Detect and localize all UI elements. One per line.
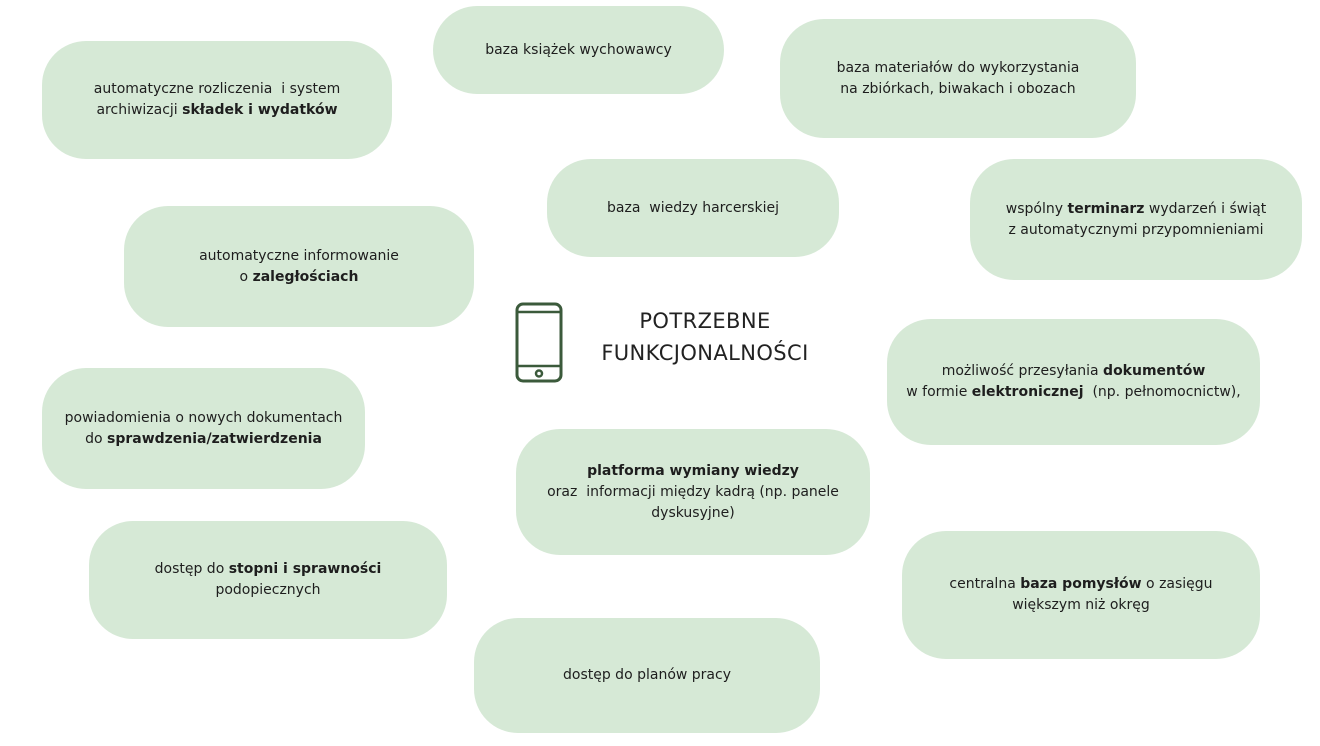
feature-text: wspólny (1005, 200, 1068, 217)
feature-text-bold: platforma wymiany wiedzy (587, 462, 799, 479)
feature-bubble-materialy (780, 19, 1136, 138)
feature-text-bold: zaległościach (252, 268, 359, 285)
feature-bubble-powiadomienia (42, 368, 365, 489)
feature-text-line (199, 246, 399, 267)
smartphone-icon (514, 302, 564, 384)
feature-bubble-terminarz (970, 159, 1302, 280)
diagram-title-line-1: POTRZEBNE (639, 309, 771, 333)
feature-text-line (651, 503, 734, 524)
feature-text-line (155, 559, 382, 580)
phone-icon (514, 302, 564, 384)
diagram-title-line-2: FUNKCJONALNOŚCI (601, 341, 809, 365)
feature-text: w formie (906, 384, 972, 400)
feature-text: dostęp do (154, 561, 229, 577)
feature-text: baza materiałów do wykorzystania (836, 59, 1080, 76)
feature-text: archiwizacji (96, 102, 183, 118)
feature-bubble-platforma (516, 429, 870, 555)
feature-bubble-stopnie (89, 521, 447, 639)
feature-text-line (563, 665, 731, 686)
feature-text: z automatycznymi przypomnieniami (1008, 221, 1264, 238)
feature-bubble-dokumenty (887, 319, 1260, 445)
feature-text-line (547, 482, 839, 503)
feature-text-line (837, 58, 1080, 79)
feature-text-line (942, 361, 1206, 382)
feature-text-line (96, 100, 337, 121)
feature-text-bold: dokumentów (1103, 363, 1206, 379)
feature-text-bold: baza pomysłów (1020, 576, 1142, 592)
feature-bubble-ksiazki (433, 6, 724, 94)
feature-text: baza książek wychowawcy (485, 41, 672, 58)
feature-text-line (1012, 595, 1150, 616)
feature-text-line (485, 40, 672, 61)
feature-text: (np. pełnomocnictw), (1083, 384, 1241, 400)
feature-text-line (607, 198, 779, 219)
feature-text-line (587, 461, 799, 482)
feature-text: o zasięgu (1141, 576, 1213, 592)
feature-text: oraz informacji między kadrą (np. panele (547, 483, 839, 500)
feature-bubble-pomysly (902, 531, 1260, 659)
feature-text-line (215, 580, 320, 601)
diagram-title (580, 305, 830, 369)
feature-text: podopiecznych (215, 582, 321, 598)
feature-text-line (840, 79, 1075, 100)
feature-text-line (949, 574, 1212, 595)
feature-text-line (65, 408, 343, 429)
feature-text-line (1008, 220, 1263, 241)
feature-text: centralna (949, 576, 1021, 592)
feature-bubble-plany (474, 618, 820, 733)
feature-text: automatyczne informowanie (199, 247, 399, 264)
feature-text-bold: stopni i sprawności (228, 561, 382, 577)
feature-text-bold: elektronicznej (971, 384, 1084, 400)
feature-text: dostęp do planów pracy (563, 667, 731, 683)
feature-text-line (240, 267, 359, 288)
feature-bubble-wiedza (547, 159, 839, 257)
feature-text: możliwość przesyłania (941, 363, 1104, 379)
feature-text: o (239, 268, 253, 285)
feature-text: baza wiedzy harcerskiej (607, 199, 779, 216)
feature-text-bold: składek i wydatków (182, 102, 338, 118)
feature-text-bold: sprawdzenia/zatwierdzenia (106, 430, 322, 447)
feature-text: automatyczne rozliczenia i system (93, 81, 341, 97)
feature-text: dyskusyjne) (651, 504, 735, 521)
feature-text: większym niż okręg (1012, 597, 1150, 613)
feature-text: powiadomienia o nowych dokumentach (64, 409, 343, 426)
feature-text-bold: terminarz (1067, 200, 1145, 217)
feature-bubble-rozliczenia (42, 41, 392, 159)
feature-text-line (94, 79, 340, 100)
feature-text: wydarzeń i świąt (1144, 200, 1267, 217)
feature-text-line (85, 429, 322, 450)
feature-text-line (1006, 199, 1266, 220)
feature-bubble-zaleglosci (124, 206, 474, 327)
feature-text: do (85, 430, 107, 447)
feature-text-line (906, 382, 1240, 403)
feature-text: na zbiórkach, biwakach i obozach (840, 80, 1076, 97)
